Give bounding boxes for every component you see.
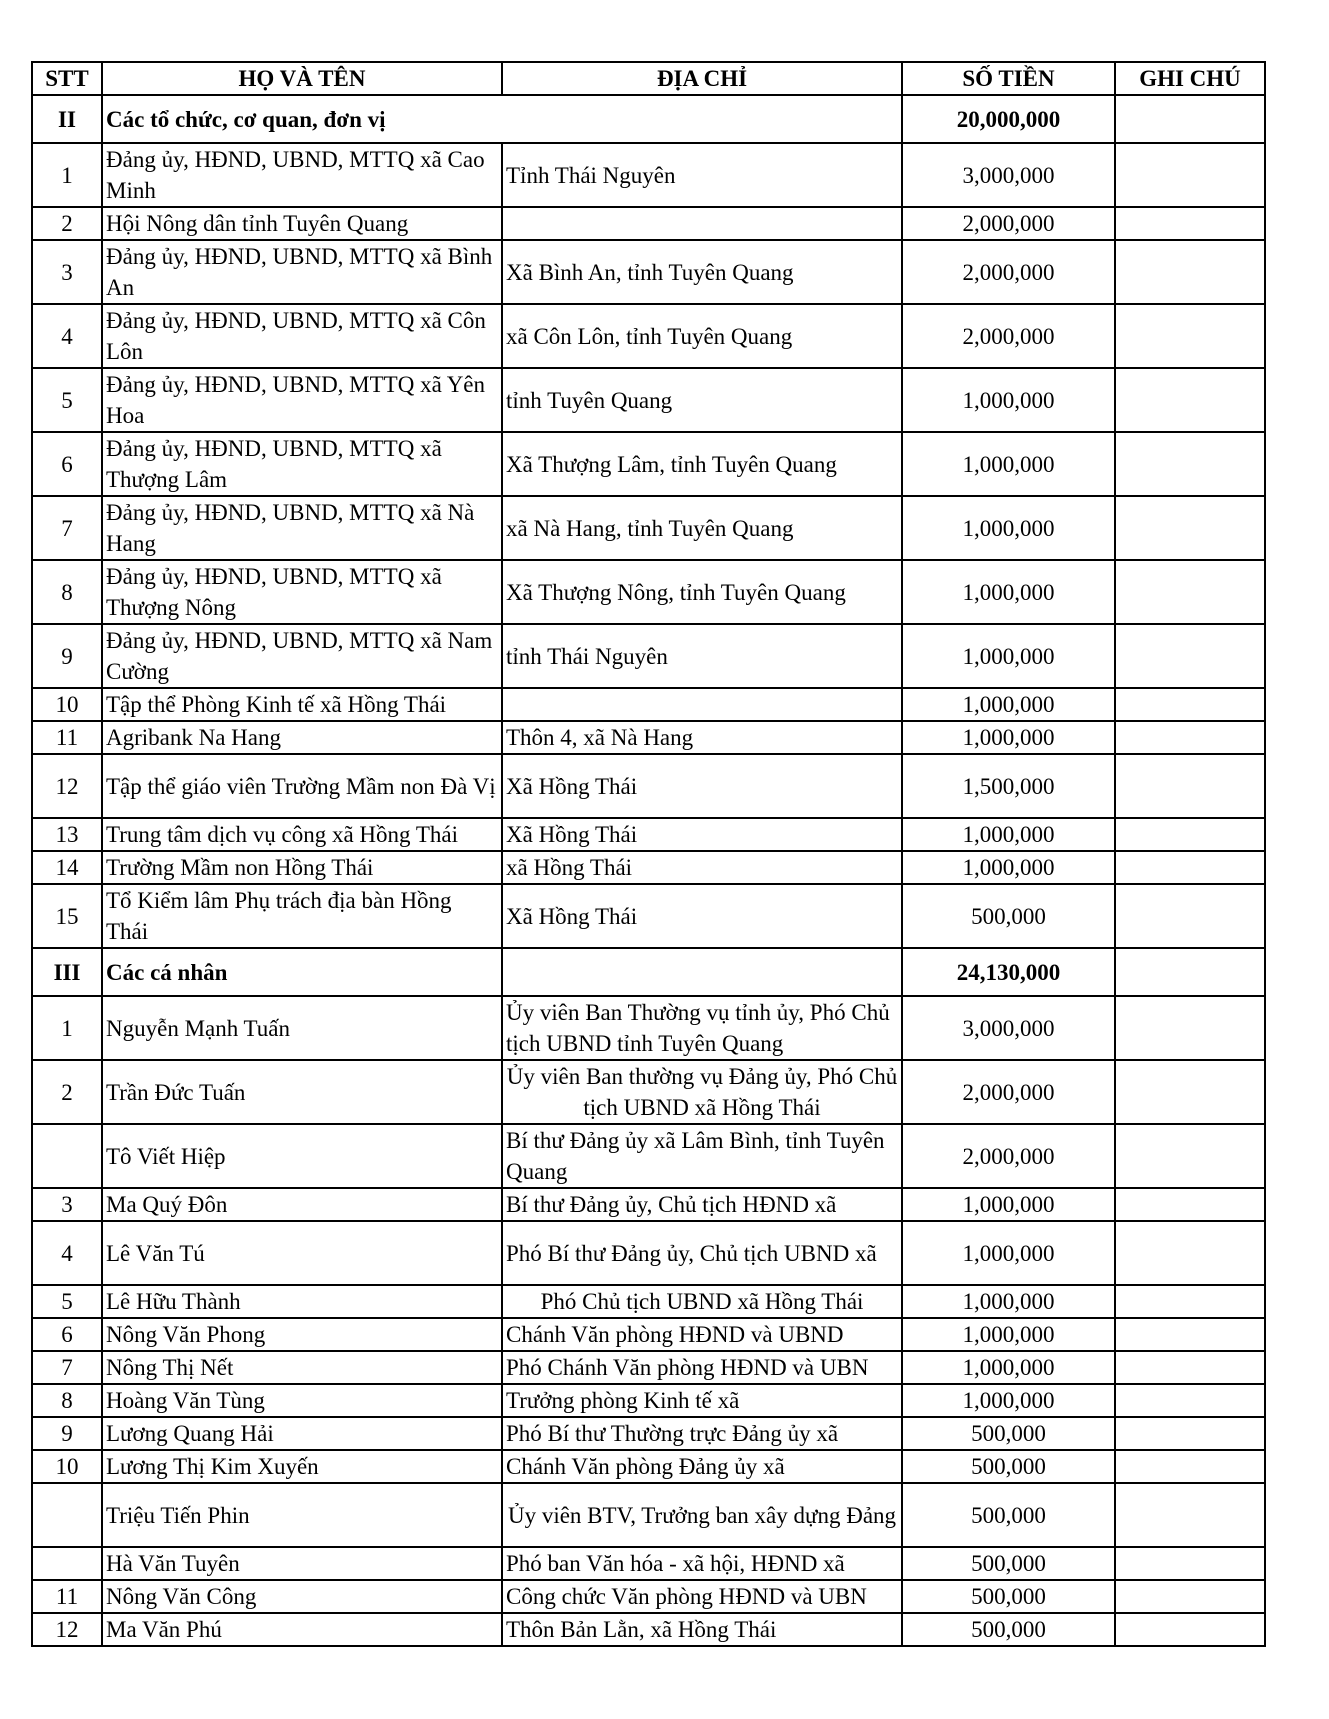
row-stt: 2 bbox=[32, 1060, 102, 1124]
section-number: III bbox=[32, 948, 102, 996]
row-amount: 2,000,000 bbox=[902, 304, 1115, 368]
row-name: Tổ Kiểm lâm Phụ trách địa bàn Hồng Thái bbox=[102, 884, 502, 948]
row-stt: 8 bbox=[32, 560, 102, 624]
table-row bbox=[32, 1351, 1265, 1384]
row-address: Xã Thượng Lâm, tỉnh Tuyên Quang bbox=[502, 432, 902, 496]
table-row bbox=[32, 1285, 1265, 1318]
row-address: Ủy viên BTV, Trưởng ban xây dựng Đảng bbox=[502, 1483, 902, 1547]
row-name: Trần Đức Tuấn bbox=[102, 1060, 502, 1124]
row-address: Phó Bí thư Đảng ủy, Chủ tịch UBND xã bbox=[502, 1221, 902, 1285]
row-note bbox=[1115, 1483, 1265, 1547]
row-stt bbox=[32, 1547, 102, 1580]
row-note bbox=[1115, 1450, 1265, 1483]
row-note bbox=[1115, 884, 1265, 948]
row-amount: 1,000,000 bbox=[902, 1188, 1115, 1221]
row-note bbox=[1115, 1580, 1265, 1613]
row-stt bbox=[32, 1124, 102, 1188]
table-row bbox=[32, 1384, 1265, 1417]
row-note bbox=[1115, 851, 1265, 884]
row-note bbox=[1115, 304, 1265, 368]
row-amount: 500,000 bbox=[902, 1417, 1115, 1450]
row-address bbox=[502, 688, 902, 721]
row-note bbox=[1115, 240, 1265, 304]
row-name: Tô Viết Hiệp bbox=[102, 1124, 502, 1188]
row-name: Đảng ủy, HĐND, UBND, MTTQ xã Cao Minh bbox=[102, 143, 502, 207]
section-address bbox=[502, 948, 902, 996]
row-name: Hà Văn Tuyên bbox=[102, 1547, 502, 1580]
row-stt: 11 bbox=[32, 1580, 102, 1613]
row-address: Ủy viên Ban Thường vụ tỉnh ủy, Phó Chủ tịch UBND tỉnh Tuyên Quang bbox=[502, 996, 902, 1060]
row-address: Trưởng phòng Kinh tế xã bbox=[502, 1384, 902, 1417]
row-name: Đảng ủy, HĐND, UBND, MTTQ xã Côn Lôn bbox=[102, 304, 502, 368]
row-name: Đảng ủy, HĐND, UBND, MTTQ xã Thượng Lâm bbox=[102, 432, 502, 496]
row-address: Công chức Văn phòng HĐND và UBN bbox=[502, 1580, 902, 1613]
row-amount: 2,000,000 bbox=[902, 1124, 1115, 1188]
row-name: Lương Quang Hải bbox=[102, 1417, 502, 1450]
row-address: Phó Chánh Văn phòng HĐND và UBN bbox=[502, 1351, 902, 1384]
table-row bbox=[32, 1450, 1265, 1483]
row-address: Tỉnh Thái Nguyên bbox=[502, 143, 902, 207]
row-name: Lương Thị Kim Xuyến bbox=[102, 1450, 502, 1483]
row-amount: 1,000,000 bbox=[902, 1351, 1115, 1384]
row-stt: 4 bbox=[32, 304, 102, 368]
row-note bbox=[1115, 207, 1265, 240]
row-amount: 1,000,000 bbox=[902, 1285, 1115, 1318]
table-row bbox=[32, 1580, 1265, 1613]
row-name: Hoàng Văn Tùng bbox=[102, 1384, 502, 1417]
table-row bbox=[32, 996, 1265, 1060]
row-amount: 2,000,000 bbox=[902, 207, 1115, 240]
row-stt: 10 bbox=[32, 688, 102, 721]
table-row bbox=[32, 1124, 1265, 1188]
row-name: Nông Văn Công bbox=[102, 1580, 502, 1613]
row-address: xã Hồng Thái bbox=[502, 851, 902, 884]
header-row bbox=[32, 62, 1265, 95]
row-name: Triệu Tiến Phin bbox=[102, 1483, 502, 1547]
row-stt: 13 bbox=[32, 818, 102, 851]
donation-table bbox=[31, 61, 1266, 1647]
table-row bbox=[32, 818, 1265, 851]
row-note bbox=[1115, 1384, 1265, 1417]
row-note bbox=[1115, 721, 1265, 754]
row-amount: 500,000 bbox=[902, 884, 1115, 948]
table-row bbox=[32, 721, 1265, 754]
header-address: ĐỊA CHỈ bbox=[502, 62, 902, 95]
row-address: xã Côn Lôn, tỉnh Tuyên Quang bbox=[502, 304, 902, 368]
section-title: Các cá nhân bbox=[102, 948, 502, 996]
row-amount: 1,000,000 bbox=[902, 721, 1115, 754]
table-row bbox=[32, 1547, 1265, 1580]
row-amount: 2,000,000 bbox=[902, 1060, 1115, 1124]
table-row bbox=[32, 1613, 1265, 1646]
section-title: Các tổ chức, cơ quan, đơn vị bbox=[102, 95, 902, 143]
row-note bbox=[1115, 496, 1265, 560]
row-stt: 1 bbox=[32, 996, 102, 1060]
row-stt: 3 bbox=[32, 1188, 102, 1221]
section-total: 20,000,000 bbox=[902, 95, 1115, 143]
row-stt: 10 bbox=[32, 1450, 102, 1483]
row-stt: 12 bbox=[32, 754, 102, 818]
row-amount: 1,000,000 bbox=[902, 1318, 1115, 1351]
row-amount: 1,000,000 bbox=[902, 560, 1115, 624]
row-name: Nguyễn Mạnh Tuấn bbox=[102, 996, 502, 1060]
row-address: Chánh Văn phòng HĐND và UBND bbox=[502, 1318, 902, 1351]
section-note bbox=[1115, 95, 1265, 143]
row-amount: 1,000,000 bbox=[902, 624, 1115, 688]
row-name: Trung tâm dịch vụ công xã Hồng Thái bbox=[102, 818, 502, 851]
row-stt: 3 bbox=[32, 240, 102, 304]
row-name: Hội Nông dân tỉnh Tuyên Quang bbox=[102, 207, 502, 240]
row-note bbox=[1115, 1318, 1265, 1351]
row-note bbox=[1115, 1613, 1265, 1646]
section-row bbox=[32, 948, 1265, 996]
row-address: tỉnh Tuyên Quang bbox=[502, 368, 902, 432]
table-row bbox=[32, 1483, 1265, 1547]
row-note bbox=[1115, 1547, 1265, 1580]
row-stt: 15 bbox=[32, 884, 102, 948]
row-name: Đảng ủy, HĐND, UBND, MTTQ xã Nà Hang bbox=[102, 496, 502, 560]
row-amount: 500,000 bbox=[902, 1483, 1115, 1547]
table-row bbox=[32, 624, 1265, 688]
row-address: tỉnh Thái Nguyên bbox=[502, 624, 902, 688]
row-amount: 1,000,000 bbox=[902, 818, 1115, 851]
row-address: Ủy viên Ban thường vụ Đảng ủy, Phó Chủ tịch UBND xã Hồng Thái bbox=[502, 1060, 902, 1124]
row-note bbox=[1115, 432, 1265, 496]
row-note bbox=[1115, 996, 1265, 1060]
row-stt: 5 bbox=[32, 1285, 102, 1318]
row-name: Đảng ủy, HĐND, UBND, MTTQ xã Thượng Nông bbox=[102, 560, 502, 624]
row-address: Bí thư Đảng ủy, Chủ tịch HĐND xã bbox=[502, 1188, 902, 1221]
row-amount: 3,000,000 bbox=[902, 143, 1115, 207]
row-note bbox=[1115, 1351, 1265, 1384]
row-name: Tập thể Phòng Kinh tế xã Hồng Thái bbox=[102, 688, 502, 721]
row-amount: 1,000,000 bbox=[902, 432, 1115, 496]
row-stt: 9 bbox=[32, 1417, 102, 1450]
row-stt: 5 bbox=[32, 368, 102, 432]
row-address: Bí thư Đảng ủy xã Lâm Bình, tỉnh Tuyên Quang bbox=[502, 1124, 902, 1188]
row-name: Lê Văn Tú bbox=[102, 1221, 502, 1285]
row-address: Xã Hồng Thái bbox=[502, 884, 902, 948]
table-row bbox=[32, 1417, 1265, 1450]
row-amount: 500,000 bbox=[902, 1547, 1115, 1580]
row-name: Tập thể giáo viên Trường Mầm non Đà Vị bbox=[102, 754, 502, 818]
header-note: GHI CHÚ bbox=[1115, 62, 1265, 95]
row-address: Phó Bí thư Thường trực Đảng ủy xã bbox=[502, 1417, 902, 1450]
row-name: Đảng ủy, HĐND, UBND, MTTQ xã Yên Hoa bbox=[102, 368, 502, 432]
row-stt: 8 bbox=[32, 1384, 102, 1417]
row-note bbox=[1115, 1124, 1265, 1188]
row-name: Ma Văn Phú bbox=[102, 1613, 502, 1646]
row-stt: 12 bbox=[32, 1613, 102, 1646]
row-address: Xã Thượng Nông, tỉnh Tuyên Quang bbox=[502, 560, 902, 624]
table-row bbox=[32, 1060, 1265, 1124]
table-row bbox=[32, 207, 1265, 240]
row-stt: 9 bbox=[32, 624, 102, 688]
row-address: Chánh Văn phòng Đảng ủy xã bbox=[502, 1450, 902, 1483]
row-note bbox=[1115, 1188, 1265, 1221]
row-address: Phó ban Văn hóa - xã hội, HĐND xã bbox=[502, 1547, 902, 1580]
table-row bbox=[32, 560, 1265, 624]
row-note bbox=[1115, 818, 1265, 851]
row-name: Nông Thị Nết bbox=[102, 1351, 502, 1384]
row-name: Nông Văn Phong bbox=[102, 1318, 502, 1351]
row-stt: 14 bbox=[32, 851, 102, 884]
row-name: Ma Quý Đôn bbox=[102, 1188, 502, 1221]
section-row bbox=[32, 95, 1265, 143]
table-row bbox=[32, 688, 1265, 721]
row-note bbox=[1115, 1060, 1265, 1124]
table-row bbox=[32, 1188, 1265, 1221]
table-row bbox=[32, 143, 1265, 207]
row-stt: 7 bbox=[32, 1351, 102, 1384]
row-amount: 500,000 bbox=[902, 1580, 1115, 1613]
row-amount: 1,500,000 bbox=[902, 754, 1115, 818]
row-address: Thôn 4, xã Nà Hang bbox=[502, 721, 902, 754]
row-note bbox=[1115, 754, 1265, 818]
table-row bbox=[32, 1318, 1265, 1351]
row-note bbox=[1115, 1417, 1265, 1450]
table-row bbox=[32, 496, 1265, 560]
row-note bbox=[1115, 368, 1265, 432]
table-body bbox=[32, 95, 1265, 1646]
header-stt: STT bbox=[32, 62, 102, 95]
section-note bbox=[1115, 948, 1265, 996]
row-stt: 11 bbox=[32, 721, 102, 754]
row-stt bbox=[32, 1483, 102, 1547]
row-stt: 1 bbox=[32, 143, 102, 207]
row-amount: 500,000 bbox=[902, 1450, 1115, 1483]
row-note bbox=[1115, 143, 1265, 207]
section-total: 24,130,000 bbox=[902, 948, 1115, 996]
row-amount: 1,000,000 bbox=[902, 851, 1115, 884]
row-name: Lê Hữu Thành bbox=[102, 1285, 502, 1318]
row-stt: 2 bbox=[32, 207, 102, 240]
row-amount: 3,000,000 bbox=[902, 996, 1115, 1060]
row-address: Xã Hồng Thái bbox=[502, 818, 902, 851]
row-note bbox=[1115, 560, 1265, 624]
table-row bbox=[32, 432, 1265, 496]
row-stt: 6 bbox=[32, 1318, 102, 1351]
row-address: Phó Chủ tịch UBND xã Hồng Thái bbox=[502, 1285, 902, 1318]
row-amount: 1,000,000 bbox=[902, 368, 1115, 432]
header-name: HỌ VÀ TÊN bbox=[102, 62, 502, 95]
row-address: Xã Hồng Thái bbox=[502, 754, 902, 818]
row-address: Thôn Bản Lằn, xã Hồng Thái bbox=[502, 1613, 902, 1646]
table-row bbox=[32, 884, 1265, 948]
row-amount: 1,000,000 bbox=[902, 1221, 1115, 1285]
row-amount: 1,000,000 bbox=[902, 688, 1115, 721]
row-address: Xã Bình An, tỉnh Tuyên Quang bbox=[502, 240, 902, 304]
row-stt: 6 bbox=[32, 432, 102, 496]
table-row bbox=[32, 368, 1265, 432]
row-note bbox=[1115, 1221, 1265, 1285]
row-amount: 500,000 bbox=[902, 1613, 1115, 1646]
row-name: Đảng ủy, HĐND, UBND, MTTQ xã Nam Cường bbox=[102, 624, 502, 688]
row-note bbox=[1115, 688, 1265, 721]
table-row bbox=[32, 240, 1265, 304]
table-row bbox=[32, 851, 1265, 884]
row-amount: 2,000,000 bbox=[902, 240, 1115, 304]
row-note bbox=[1115, 624, 1265, 688]
row-note bbox=[1115, 1285, 1265, 1318]
section-number: II bbox=[32, 95, 102, 143]
row-name: Agribank Na Hang bbox=[102, 721, 502, 754]
row-name: Trường Mầm non Hồng Thái bbox=[102, 851, 502, 884]
row-amount: 1,000,000 bbox=[902, 496, 1115, 560]
row-stt: 4 bbox=[32, 1221, 102, 1285]
row-address: xã Nà Hang, tỉnh Tuyên Quang bbox=[502, 496, 902, 560]
table-row bbox=[32, 304, 1265, 368]
row-address bbox=[502, 207, 902, 240]
table-row bbox=[32, 754, 1265, 818]
row-name: Đảng ủy, HĐND, UBND, MTTQ xã Bình An bbox=[102, 240, 502, 304]
row-amount: 1,000,000 bbox=[902, 1384, 1115, 1417]
table-row bbox=[32, 1221, 1265, 1285]
row-stt: 7 bbox=[32, 496, 102, 560]
header-amount: SỐ TIỀN bbox=[902, 62, 1115, 95]
